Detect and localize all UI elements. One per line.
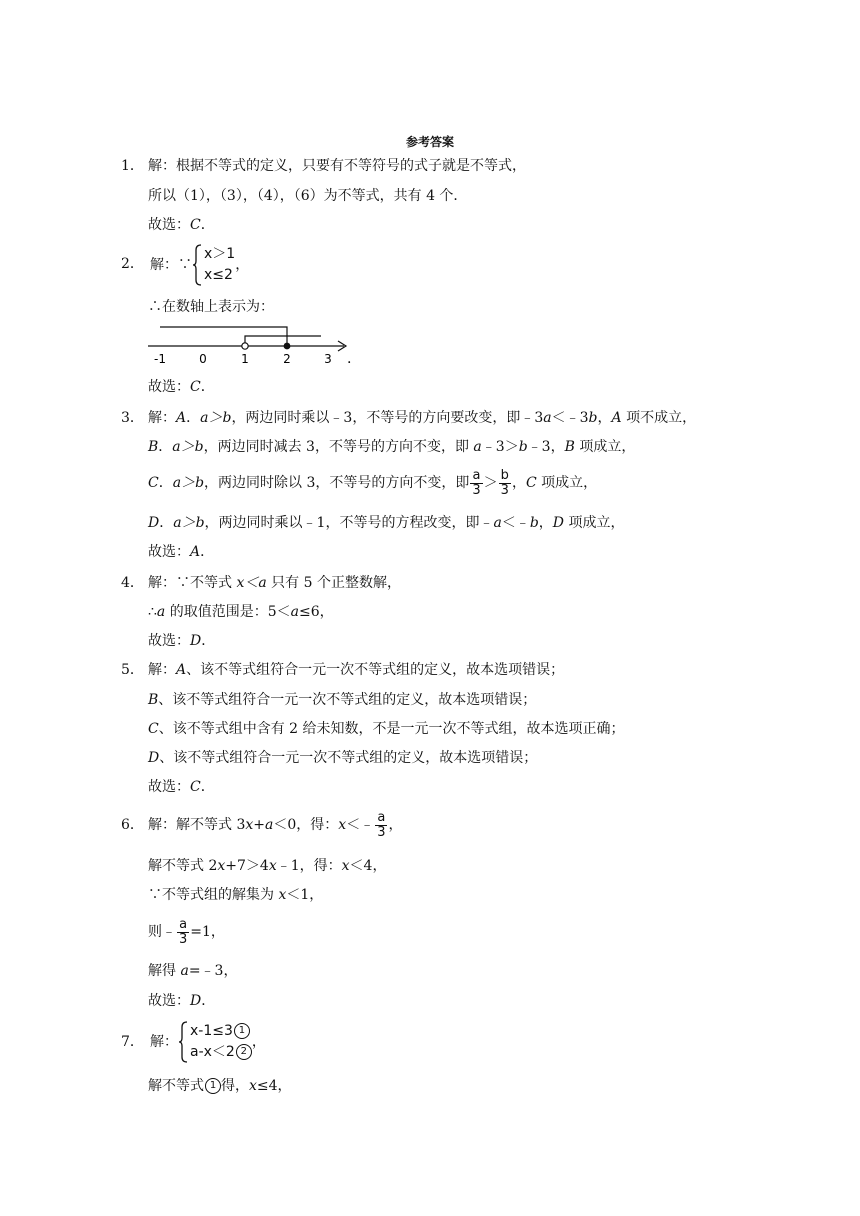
fraction: $\frac{a}{3}$ bbox=[472, 467, 481, 498]
q6-line5: 解得 a=﹣3， bbox=[148, 963, 238, 979]
q4-number: 4． bbox=[121, 575, 144, 591]
fraction: $\frac{a}{3}$ bbox=[179, 916, 188, 947]
q6-line3: ∵不等式组的解集为 x＜1， bbox=[148, 887, 324, 903]
q5-number: 5． bbox=[121, 662, 144, 678]
q3-line-d: D．a＞b，两边同时乘以﹣1，不等号的方程改变，即﹣a＜﹣b，D 项成立， bbox=[148, 515, 625, 531]
fraction: $\frac{b}{3}$ bbox=[500, 467, 509, 498]
q6-line1: 解：解不等式 3x+a＜0，得：x＜﹣ $\frac{a}{3}$ ， bbox=[148, 809, 403, 840]
q7-system-line: 解： x-1≤3 1 a-x＜2 2 ， bbox=[150, 1021, 266, 1063]
left-brace-icon bbox=[192, 244, 202, 286]
q1-answer: 故选：C． bbox=[148, 217, 215, 233]
tick-label: 1 bbox=[241, 352, 249, 366]
open-point-1 bbox=[242, 343, 248, 349]
q5-line-b: B、该不等式组符合一元一次不等式组的定义，故本选项错误； bbox=[148, 692, 537, 708]
q6-answer: 故选：D． bbox=[148, 993, 216, 1009]
q4-line2: ∴a 的取值范围是：5＜a≤6， bbox=[148, 604, 334, 620]
q6-line4: 则﹣ $\frac{a}{3}$ =1， bbox=[148, 916, 225, 947]
q3-line-a: 解：A．a＞b，两边同时乘以﹣3，不等号的方向要改变，即﹣3a＜﹣3b，A 项不成立， bbox=[148, 410, 697, 426]
q6-number: 6． bbox=[121, 817, 144, 833]
q2-number: 2． bbox=[121, 256, 144, 272]
circled-number-1: 1 bbox=[205, 1078, 221, 1094]
q2-answer: 故选：C． bbox=[148, 379, 215, 395]
tick-label: 0 bbox=[199, 352, 207, 366]
q7-inequality-system: x-1≤3 1 a-x＜2 2 bbox=[178, 1021, 252, 1063]
number-line-diagram bbox=[146, 324, 358, 368]
q7-line2: 解不等式 1 得，x≤4， bbox=[148, 1078, 292, 1094]
q3-answer: 故选：A． bbox=[148, 544, 215, 560]
q7-number: 7． bbox=[121, 1034, 144, 1050]
ray-greater-than-1 bbox=[245, 336, 321, 346]
q3-line-c: C．a＞b，两边同时除以 3，不等号的方向不变，即 $\frac{a}{3}$ ＞ $\frac{b}{3}$ ，C 项成立， bbox=[148, 467, 598, 498]
period: . bbox=[347, 351, 352, 367]
tick-label: 3 bbox=[324, 352, 332, 366]
q2-system-line: 解：∵ x＞1 x≤2 ， bbox=[150, 244, 249, 286]
q1-line1: 解：根据不等式的定义，只要有不等符号的式子就是不等式， bbox=[148, 158, 526, 174]
q5-line-a: 解：A、该不等式组符合一元一次不等式组的定义，故本选项错误； bbox=[148, 662, 565, 678]
q1-number: 1． bbox=[121, 158, 144, 174]
q5-line-c: C、该不等式组中含有 2 给未知数，不是一元一次不等式组，故本选项正确； bbox=[148, 721, 625, 737]
q3-number: 3． bbox=[121, 410, 144, 426]
circled-number-2: 2 bbox=[236, 1044, 252, 1060]
q5-answer: 故选：C． bbox=[148, 779, 215, 795]
q4-answer: 故选：D． bbox=[148, 633, 216, 649]
page-title: 参考答案 bbox=[405, 135, 454, 149]
fraction: $\frac{a}{3}$ bbox=[377, 809, 386, 840]
q2-inequality-system: x＞1 x≤2 bbox=[192, 244, 235, 286]
q1-line2: 所以（1），（3），（4），（6）为不等式，共有 4 个． bbox=[148, 188, 468, 204]
q6-line2: 解不等式 2x+7＞4x﹣1，得：x＜4， bbox=[148, 858, 387, 874]
closed-point-2 bbox=[284, 343, 291, 350]
left-brace-icon bbox=[178, 1021, 188, 1063]
circled-number-1: 1 bbox=[234, 1023, 250, 1039]
tick-label: 2 bbox=[283, 352, 291, 366]
q3-line-b: B．a＞b，两边同时减去 3，不等号的方向不变，即 a﹣3＞b﹣3，B 项成立， bbox=[148, 439, 636, 455]
q5-line-d: D、该不等式组符合一元一次不等式组的定义，故本选项错误； bbox=[148, 750, 538, 766]
tick-label: -1 bbox=[154, 352, 166, 366]
q2-line2: ∴在数轴上表示为： bbox=[148, 299, 274, 315]
q4-line1: 解：∵不等式 x＜a 只有 5 个正整数解， bbox=[148, 575, 401, 591]
